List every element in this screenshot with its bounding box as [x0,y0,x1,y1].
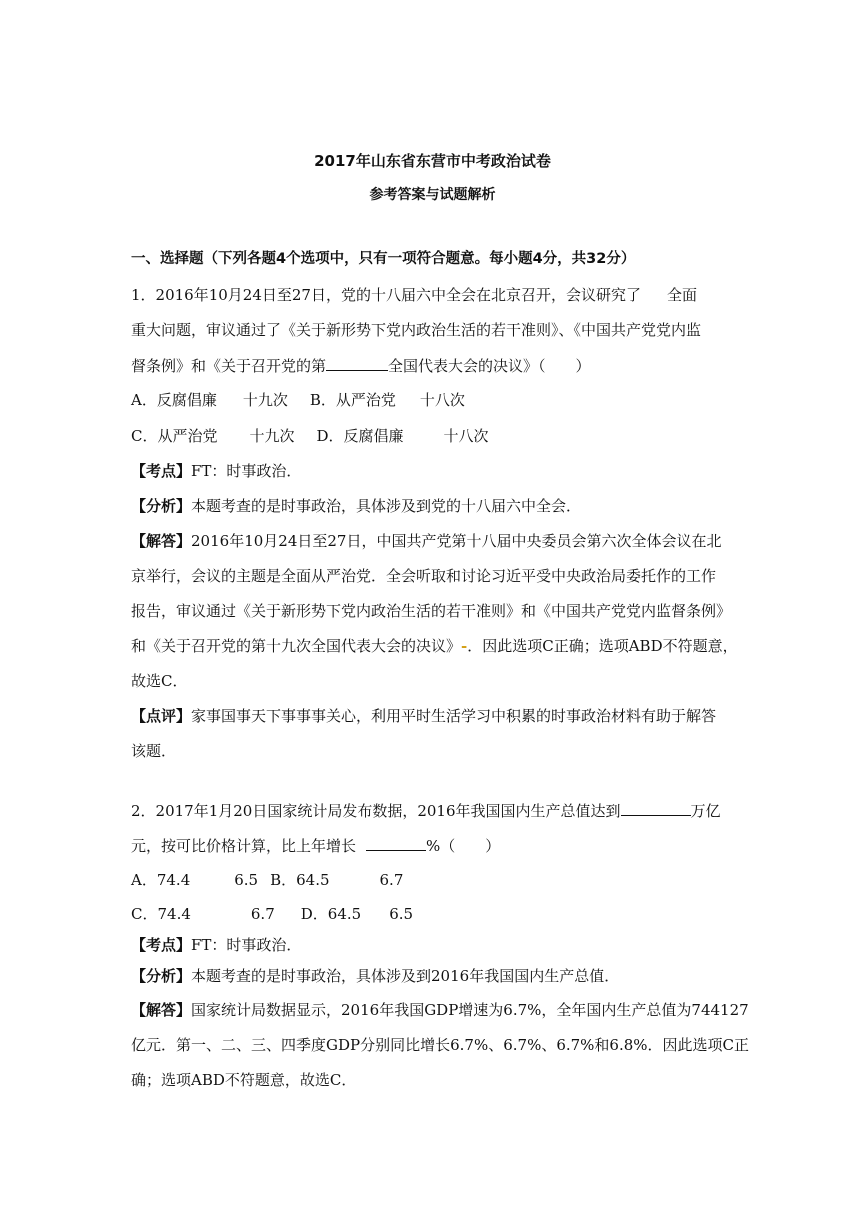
q1-option-b: B．从严治党 [309,391,396,409]
kaodian-tag: 【考点】 [131,462,192,480]
q2-kaodian [131,935,301,955]
q1-option-d-value: 十八次 [443,427,489,445]
answer-blank [621,800,691,816]
kaodian-text: FT：时事政治． [191,936,302,954]
q1-jieda-line-2: 京举行，会议的主题是全面从严治党．全会听取和讨论习近平受中央政治局委托作的工作 [131,567,717,585]
jieda-text: ．因此选项C正确；选项ABD不符题意， [467,637,738,655]
dianping-tag: 【点评】 [131,707,192,725]
q2-jieda-line-2: 亿元．第一、二、三、四季度GDP分别同比增长6.7%、6.7%、6.7%和6.8%．因此选项C正 [131,1036,750,1054]
fenxi-tag: 【分析】 [131,967,192,985]
jieda-tag: 【解答】 [131,1001,192,1019]
q2-fenxi [131,966,619,986]
q2-option-a: A．74.4 [131,871,191,889]
q2-option-c: C．74.4 [131,905,191,923]
jieda-tag: 【解答】 [131,532,192,550]
q1-stem-line-2: 重大问题，审议通过了《关于新形势下党内政治生活的若干准则》、《中国共产党党内监 [131,321,702,339]
q1-option-b-value: 十八次 [419,391,465,409]
fenxi-tag: 【分析】 [131,497,192,515]
section-heading: 一、选择题（下列各题4个选项中，只有一项符合题意。每小题4分，共32分） [131,251,636,267]
q2-options-row-2 [131,904,413,924]
q1-stem-text: 全国代表大会的决议》（ ） [388,357,591,375]
q2-stem-line-1 [131,800,721,821]
q1-options-row-2 [131,426,489,446]
q2-option-b-value: 6.7 [379,871,404,889]
q1-jieda-line-1 [131,531,721,551]
q2-options-row-1 [131,870,403,890]
q1-stem-line-3 [131,355,591,376]
answer-blank [326,355,388,371]
answer-blank [366,835,426,851]
jieda-text: 2016年10月24日至27日，中国共产党第十八届中央委员会第六次全体会议在北 [191,532,722,550]
document-subtitle: 参考答案与试题解析 [369,187,496,203]
q1-jieda-line-3: 报告，审议通过《关于新形势下党内政治生活的若干准则》和《中国共产党党内监督条例》 [131,602,732,620]
q2-stem-text: %（ ） [426,837,501,855]
q1-kaodian [131,461,301,481]
q1-stem-line-1 [131,285,697,305]
dianping-text: 家事国事天下事事事关心，利用平时生活学习中积累的时事政治材料有助于解答 [191,707,717,725]
jieda-text: 国家统计局数据显示，2016年我国GDP增速为6.7%，全年国内生产总值为744127 [191,1001,749,1019]
q1-stem-text: 1．2016年10月24日至27日，党的十八届六中全会在北京召开，会议研究了 [131,286,641,304]
q1-option-d: D．反腐倡廉 [316,427,404,445]
q2-stem-line-2 [131,835,500,856]
highlight-mark: - [461,637,468,655]
fenxi-text: 本题考查的是时事政治，具体涉及到党的十八届六中全会． [191,497,582,515]
q2-stem-text: 万亿 [690,802,721,820]
q1-dianping-line-2: 该题． [131,742,177,760]
q2-option-c-value: 6.7 [250,905,275,923]
q2-option-d-value: 6.5 [389,905,414,923]
q2-option-a-value: 6.5 [234,871,259,889]
q1-options-row-1 [131,390,465,410]
jieda-text: 和《关于召开党的第十九次全国代表大会的决议》 [131,637,462,655]
q1-option-c: C．从严治党 [131,427,218,445]
kaodian-text: FT：时事政治． [191,462,302,480]
q1-option-c-value: 十九次 [249,427,295,445]
q2-stem-text: 元，按可比价格计算，比上年增长 [131,837,357,855]
q1-dianping-line-1 [131,706,716,726]
q2-jieda-line-3: 确；选项ABD不符题意，故选C． [131,1071,357,1089]
q1-fenxi [131,496,581,516]
q1-stem-text: 督条例》和《关于召开党的第 [131,357,327,375]
document-title: 2017年山东省东营市中考政治试卷 [314,152,551,170]
q2-stem-text: 2．2017年1月20日国家统计局发布数据，2016年我国国内生产总值达到 [131,802,621,820]
fenxi-text: 本题考查的是时事政治，具体涉及到2016年我国国内生产总值． [191,967,620,985]
q1-stem-text: 全面 [666,286,697,304]
q1-jieda-line-4 [131,636,738,656]
q2-option-b: B．64.5 [270,871,330,889]
q1-jieda-line-5: 故选C． [131,672,188,690]
q1-option-a-value: 十九次 [242,391,288,409]
q2-option-d: D．64.5 [300,905,362,923]
q1-option-a: A．反腐倡廉 [131,391,217,409]
q2-jieda-line-1 [131,1000,749,1020]
kaodian-tag: 【考点】 [131,936,192,954]
